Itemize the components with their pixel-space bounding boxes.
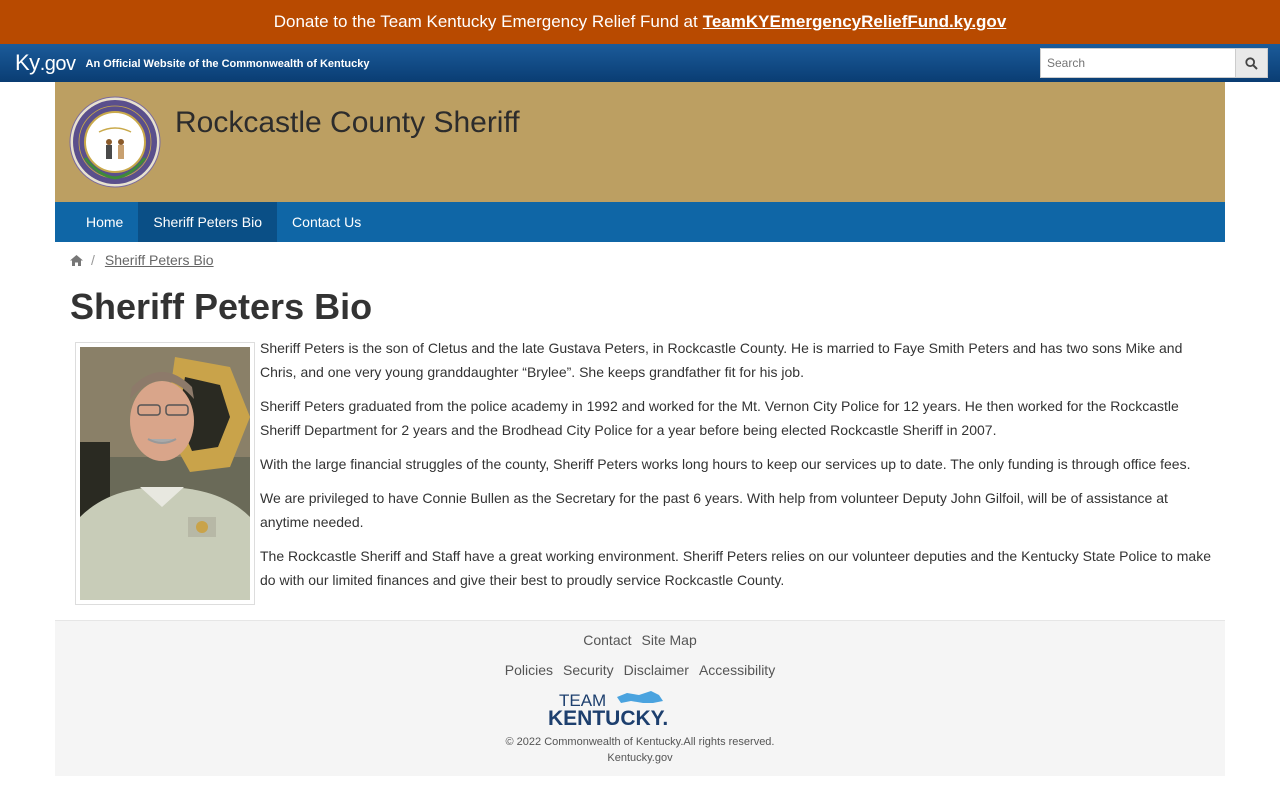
team-logo-team: TEAM: [559, 691, 607, 710]
donate-banner: [0, 0, 1280, 44]
site-header: [55, 82, 1225, 202]
footer-link-disclaimer[interactable]: Disclaimer: [623, 662, 689, 678]
kygov-logo-gov: .gov: [39, 53, 76, 75]
copyright: © 2022 Commonwealth of Kentucky.All rights reserved.: [505, 736, 775, 748]
footer-kentucky-gov[interactable]: Kentucky.gov: [607, 752, 673, 764]
team-kentucky-logo[interactable]: [547, 689, 673, 729]
bio-paragraph: The Rockcastle Sheriff and Staff have a great working environment. Sheriff Peters relies on our volunteer deputies and the Kentucky State Police to make do with our limited finances and give their best to proudly service Rockcastle County.: [260, 548, 1211, 588]
footer-link-accessibility[interactable]: Accessibility: [698, 662, 776, 678]
footer-link-security[interactable]: Security: [563, 662, 614, 678]
nav-contact-us[interactable]: Contact Us: [292, 214, 362, 230]
search-button[interactable]: [1235, 49, 1267, 77]
breadcrumb-current[interactable]: Sheriff Peters Bio: [104, 252, 214, 268]
site-title: Rockcastle County Sheriff: [175, 106, 520, 139]
sheriff-photo: [75, 342, 255, 605]
bio-content: [260, 336, 1215, 602]
search-box: [1040, 48, 1268, 78]
kygov-tagline: An Official Website of the Commonwealth of Kentucky: [85, 58, 370, 70]
footer-link-site-map[interactable]: Site Map: [641, 632, 697, 648]
footer-link-contact[interactable]: Contact: [583, 632, 632, 648]
nav-sheriff-peters-bio[interactable]: Sheriff Peters Bio: [138, 202, 277, 242]
bio-paragraph: Sheriff Peters graduated from the police academy in 1992 and worked for the Mt. Vernon City Police for 12 years. He then worked for the Rockcastle Sheriff Department for 2 years and the Brodhead City Police for a year before being elected Rockcastle Sheriff in 2007.: [260, 398, 1179, 438]
main-nav: [55, 202, 1225, 242]
site-footer: [55, 620, 1225, 776]
kygov-logo-ky: Ky: [15, 50, 40, 75]
search-icon: [1245, 57, 1258, 70]
footer-links-primary: [55, 632, 1225, 648]
home-icon[interactable]: [70, 255, 83, 266]
bio-paragraph: With the large financial struggles of the county, Sheriff Peters works long hours to keep our services up to date. The only funding is through office fees.: [260, 456, 1191, 472]
bio-paragraph: Sheriff Peters is the son of Cletus and the late Gustava Peters, in Rockcastle County. He is married to Faye Smith Peters and has two sons Mike and Chris, and one very young granddaughter “Brylee”. She keeps grandfather fit for his job.: [260, 340, 1183, 380]
search-input[interactable]: [1041, 49, 1235, 77]
footer-link-policies[interactable]: Policies: [504, 662, 554, 678]
sheriff-portrait-image: [80, 347, 250, 600]
breadcrumb-separator: /: [91, 252, 95, 268]
donate-banner-text: Donate to the Team Kentucky Emergency Relief Fund at: [273, 12, 698, 31]
team-logo-kentucky: KENTUCKY.: [548, 707, 669, 729]
donate-link[interactable]: TeamKYEmergencyReliefFund.ky.gov: [702, 12, 1007, 31]
nav-home[interactable]: Home: [86, 214, 124, 230]
kygov-logo[interactable]: [15, 50, 76, 76]
bio-paragraph: We are privileged to have Connie Bullen as the Secretary for the past 6 years. With help from volunteer Deputy John Gilfoil, will be of assistance at anytime needed.: [260, 490, 1168, 530]
kentucky-seal-logo[interactable]: [69, 96, 161, 188]
footer-links-secondary: [55, 662, 1225, 678]
kygov-header: [0, 44, 1280, 82]
breadcrumb: [70, 250, 214, 270]
page-title: Sheriff Peters Bio: [70, 286, 373, 327]
